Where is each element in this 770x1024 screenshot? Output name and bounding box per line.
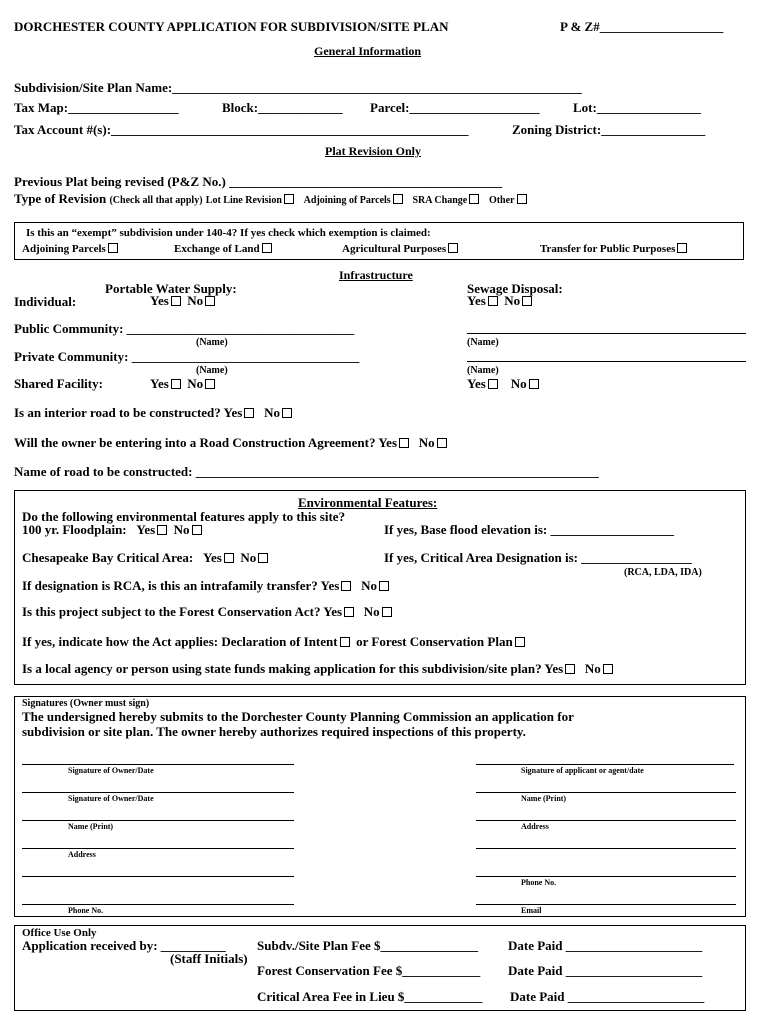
individual-label: Individual: bbox=[14, 294, 77, 309]
office-use-heading: Office Use Only bbox=[22, 927, 97, 939]
floodplain-label: 100 yr. Floodplain: bbox=[22, 522, 127, 537]
act-applies-label: If yes, indicate how the Act applies: Declaration of Intent bbox=[22, 634, 338, 649]
subdv-fee-field[interactable]: Subdv./Site Plan Fee $_______________ bbox=[257, 938, 479, 953]
lot-field[interactable]: Lot:________________ bbox=[573, 100, 701, 115]
state-funds-no-checkbox[interactable] bbox=[603, 664, 613, 674]
yes-label: Yes bbox=[467, 293, 486, 308]
floodplain-no-checkbox[interactable] bbox=[192, 525, 202, 535]
block-field[interactable]: Block:_____________ bbox=[222, 100, 343, 115]
exempt-transfer-checkbox[interactable] bbox=[677, 243, 687, 253]
shared-sewage-yes-checkbox[interactable] bbox=[488, 379, 498, 389]
yes-label: Yes bbox=[467, 376, 486, 391]
no-label: No bbox=[418, 435, 435, 450]
water-supply-heading: Portable Water Supply: bbox=[105, 281, 237, 296]
no-label: No bbox=[361, 578, 377, 593]
applicant-address-line-2[interactable] bbox=[476, 848, 736, 849]
shared-water-yes-checkbox[interactable] bbox=[171, 379, 181, 389]
forest-act-question bbox=[22, 605, 392, 618]
forest-plan-label: or Forest Conservation Plan bbox=[356, 634, 513, 649]
yes-label: Yes bbox=[203, 550, 222, 565]
lot-line-label: Lot Line Revision bbox=[205, 195, 282, 206]
critical-area-label: Chesapeake Bay Critical Area: bbox=[22, 550, 194, 565]
applicant-phone-caption: Phone No. bbox=[521, 878, 557, 887]
exempt-question: Is this an “exempt” subdivision under 140-4? If yes check which exemption is claimed: bbox=[26, 227, 431, 239]
exempt-agricultural-label: Agricultural Purposes bbox=[342, 243, 447, 255]
owner-signature-line-2[interactable] bbox=[22, 792, 294, 793]
yes-label: Yes bbox=[150, 293, 169, 308]
other-label: Other bbox=[488, 195, 515, 206]
name-caption: (Name) bbox=[467, 337, 499, 348]
exempt-transfer bbox=[540, 243, 687, 255]
road-agreement-yes-checkbox[interactable] bbox=[399, 438, 409, 448]
shared-sewage-options bbox=[467, 377, 539, 390]
adjoining-label: Adjoining of Parcels bbox=[303, 195, 391, 206]
sra-checkbox[interactable] bbox=[469, 194, 479, 204]
road-agreement-label: Will the owner be entering into a Road Construction Agreement? Yes bbox=[14, 435, 397, 450]
private-community-field[interactable]: Private Community: ___________________________________ bbox=[14, 349, 360, 364]
applicant-email-caption: Email bbox=[521, 906, 542, 915]
interior-road-label: Is an interior road to be constructed? Yes bbox=[14, 405, 243, 420]
adjoining-checkbox[interactable] bbox=[393, 194, 403, 204]
act-applies-row bbox=[22, 635, 525, 648]
form-title: DORCHESTER COUNTY APPLICATION FOR SUBDIVISION/SITE PLAN bbox=[14, 19, 449, 34]
received-by-field[interactable]: Application received by: __________ bbox=[22, 938, 226, 953]
shared-sewage-no-checkbox[interactable] bbox=[529, 379, 539, 389]
owner-address-line-2[interactable] bbox=[22, 876, 294, 877]
applicant-name-caption: Name (Print) bbox=[521, 794, 567, 803]
forest-act-label: Is this project subject to the Forest Conservation Act? Yes bbox=[22, 604, 343, 619]
exempt-exchange-label: Exchange of Land bbox=[174, 243, 260, 255]
declaration-intent-checkbox[interactable] bbox=[340, 637, 350, 647]
interior-road-yes-checkbox[interactable] bbox=[244, 408, 254, 418]
type-of-revision-row bbox=[14, 192, 527, 206]
critical-area-row bbox=[22, 551, 268, 564]
no-label: No bbox=[584, 661, 601, 676]
state-funds-label: Is a local agency or person using state funds making application for this subdivision/site plan? Yes bbox=[22, 661, 564, 676]
applicant-signature-caption: Signature of applicant or agent/date bbox=[521, 766, 644, 775]
critical-date-paid-field[interactable]: Date Paid _____________________ bbox=[510, 989, 705, 1004]
no-label: No bbox=[510, 376, 527, 391]
staff-initials-caption: (Staff Initials) bbox=[170, 951, 248, 966]
signatures-heading: Signatures (Owner must sign) bbox=[22, 698, 150, 709]
applicant-phone-line[interactable] bbox=[476, 876, 736, 877]
interior-road-question bbox=[14, 406, 292, 419]
forest-fee-field[interactable]: Forest Conservation Fee $____________ bbox=[257, 963, 481, 978]
type-of-revision-label: Type of Revision bbox=[14, 191, 107, 206]
owner-signature-caption-1: Signature of Owner/Date bbox=[68, 766, 154, 775]
no-label: No bbox=[264, 405, 280, 420]
name-caption: (Name) bbox=[467, 365, 499, 376]
applicant-name-line[interactable] bbox=[476, 792, 736, 793]
forest-act-yes-checkbox[interactable] bbox=[344, 607, 354, 617]
exempt-transfer-label: Transfer for Public Purposes bbox=[540, 243, 676, 255]
no-label: No bbox=[187, 293, 204, 308]
yes-label: Yes bbox=[136, 522, 156, 537]
individual-water-yes-checkbox[interactable] bbox=[171, 296, 181, 306]
critical-fee-field[interactable]: Critical Area Fee in Lieu $____________ bbox=[257, 989, 483, 1004]
owner-address-line[interactable] bbox=[22, 848, 294, 849]
base-flood-elevation-field[interactable]: If yes, Base flood elevation is: ___________________ bbox=[384, 522, 674, 537]
type-of-revision-note: (Check all that apply) bbox=[109, 195, 203, 206]
road-agreement-no-checkbox[interactable] bbox=[437, 438, 447, 448]
owner-phone-caption: Phone No. bbox=[68, 906, 104, 915]
interior-road-no-checkbox[interactable] bbox=[282, 408, 292, 418]
critical-area-no-checkbox[interactable] bbox=[258, 553, 268, 563]
individual-sewage-yes-checkbox[interactable] bbox=[488, 296, 498, 306]
road-agreement-question bbox=[14, 436, 447, 449]
tax-account-field[interactable]: Tax Account #(s):_______________________________________________________ bbox=[14, 122, 469, 137]
owner-name-line[interactable] bbox=[22, 820, 294, 821]
tax-map-field[interactable]: Tax Map:_________________ bbox=[14, 100, 179, 115]
no-label: No bbox=[504, 293, 521, 308]
subdivision-name-field[interactable]: Subdivision/Site Plan Name:_______________________________________________________________ bbox=[14, 80, 582, 95]
general-info-heading: General Information bbox=[314, 44, 421, 58]
rca-note: (RCA, LDA, IDA) bbox=[624, 567, 702, 578]
signature-statement-1: The undersigned hereby submits to the Dorchester County Planning Commission an application for bbox=[22, 709, 574, 724]
parcel-field[interactable]: Parcel:____________________ bbox=[370, 100, 540, 115]
applicant-address-line[interactable] bbox=[476, 820, 736, 821]
private-community-sewage-line[interactable] bbox=[467, 361, 746, 362]
owner-address-caption: Address bbox=[68, 850, 96, 859]
zoning-district-field[interactable]: Zoning District:________________ bbox=[512, 122, 706, 137]
exempt-agricultural bbox=[342, 243, 458, 255]
applicant-email-line[interactable] bbox=[476, 904, 736, 905]
rca-transfer-question bbox=[22, 579, 389, 592]
no-label: No bbox=[173, 522, 190, 537]
owner-signature-line-1[interactable] bbox=[22, 764, 294, 765]
pz-number-field[interactable]: P & Z#___________________ bbox=[560, 19, 724, 34]
subdv-date-paid-field[interactable]: Date Paid _____________________ bbox=[508, 938, 703, 953]
applicant-address-caption: Address bbox=[521, 822, 549, 831]
sewage-heading: Sewage Disposal: bbox=[467, 281, 563, 296]
no-label: No bbox=[240, 550, 257, 565]
environmental-question: Do the following environmental features apply to this site? bbox=[22, 509, 346, 524]
signature-statement-2: subdivision or site plan. The owner hereby authorizes required inspections of this property. bbox=[22, 724, 526, 739]
shared-water-options bbox=[150, 377, 215, 390]
exempt-adjoining-checkbox[interactable] bbox=[108, 243, 118, 253]
state-funds-question bbox=[22, 662, 613, 675]
critical-area-designation-field[interactable]: If yes, Critical Area Designation is: _________________ bbox=[384, 550, 692, 565]
other-checkbox[interactable] bbox=[517, 194, 527, 204]
name-caption: (Name) bbox=[196, 365, 228, 376]
name-caption: (Name) bbox=[196, 337, 228, 348]
public-community-sewage-line[interactable] bbox=[467, 333, 746, 334]
rca-transfer-label: If designation is RCA, is this an intrafamily transfer? Yes bbox=[22, 578, 340, 593]
owner-phone-line[interactable] bbox=[22, 904, 294, 905]
shared-water-no-checkbox[interactable] bbox=[205, 379, 215, 389]
exempt-exchange-checkbox[interactable] bbox=[262, 243, 272, 253]
individual-water-no-checkbox[interactable] bbox=[205, 296, 215, 306]
exempt-agricultural-checkbox[interactable] bbox=[448, 243, 458, 253]
no-label: No bbox=[363, 604, 380, 619]
floodplain-row bbox=[22, 523, 202, 536]
environmental-heading: Environmental Features: bbox=[298, 495, 438, 510]
exempt-exchange bbox=[174, 243, 272, 255]
forest-plan-checkbox[interactable] bbox=[515, 637, 525, 647]
yes-label: Yes bbox=[150, 376, 169, 391]
forest-date-paid-field[interactable]: Date Paid _____________________ bbox=[508, 963, 703, 978]
plat-revision-heading: Plat Revision Only bbox=[325, 144, 422, 158]
rca-transfer-yes-checkbox[interactable] bbox=[341, 581, 351, 591]
applicant-signature-line[interactable] bbox=[476, 764, 734, 765]
owner-name-caption: Name (Print) bbox=[68, 822, 114, 831]
rca-transfer-no-checkbox[interactable] bbox=[379, 581, 389, 591]
public-community-field[interactable]: Public Community: ___________________________________ bbox=[14, 321, 355, 336]
forest-act-no-checkbox[interactable] bbox=[382, 607, 392, 617]
critical-area-yes-checkbox[interactable] bbox=[224, 553, 234, 563]
no-label: No bbox=[187, 376, 204, 391]
exempt-adjoining-label: Adjoining Parcels bbox=[22, 243, 106, 255]
floodplain-yes-checkbox[interactable] bbox=[157, 525, 167, 535]
shared-facility-label: Shared Facility: bbox=[14, 376, 103, 391]
individual-sewage-options bbox=[467, 294, 532, 307]
exempt-adjoining bbox=[22, 243, 118, 255]
owner-signature-caption-2: Signature of Owner/Date bbox=[68, 794, 154, 803]
individual-water-options bbox=[150, 294, 215, 307]
infrastructure-heading: Infrastructure bbox=[339, 268, 413, 282]
sra-label: SRA Change bbox=[412, 195, 468, 206]
individual-sewage-no-checkbox[interactable] bbox=[522, 296, 532, 306]
previous-plat-field[interactable]: Previous Plat being revised (P&Z No.) __________________________________________ bbox=[14, 174, 503, 189]
lot-line-checkbox[interactable] bbox=[284, 194, 294, 204]
state-funds-yes-checkbox[interactable] bbox=[565, 664, 575, 674]
road-name-field[interactable]: Name of road to be constructed: ______________________________________________________________ bbox=[14, 464, 599, 479]
